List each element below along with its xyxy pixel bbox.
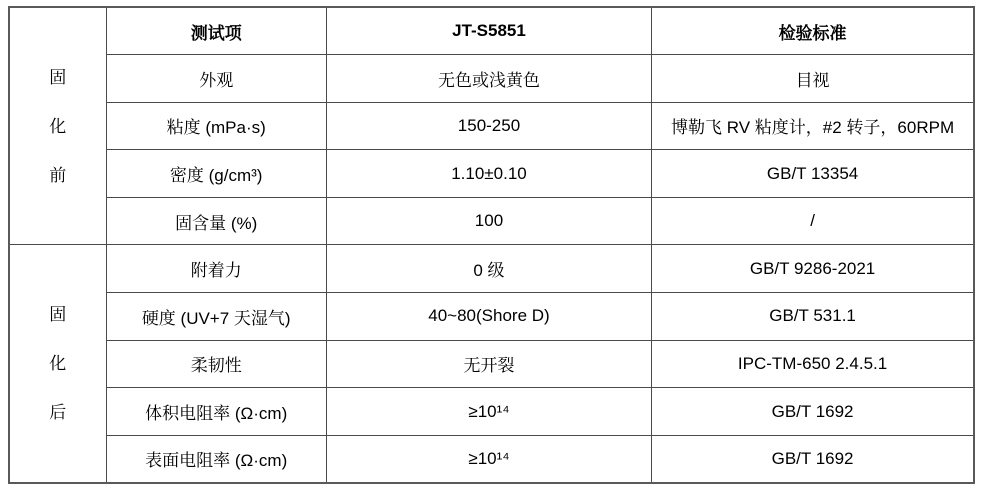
cell-value: 100: [326, 197, 651, 245]
table-row: [9, 340, 974, 388]
cell-test-item: 硬度 (UV+7 天湿气): [106, 293, 326, 341]
cell-standard: GB/T 1692: [652, 435, 974, 483]
cell-value: 无色或浅黄色: [326, 55, 651, 103]
row-group-after-cure: [9, 245, 106, 483]
column-header-product: JT-S5851: [326, 7, 651, 55]
group-label-before-cure: 固化前: [49, 67, 67, 185]
cell-test-item: 柔韧性: [106, 340, 326, 388]
cell-standard: IPC-TM-650 2.4.5.1: [652, 340, 974, 388]
cell-value: 0 级: [326, 245, 651, 293]
table-row: [9, 55, 974, 103]
cell-test-item: 附着力: [106, 245, 326, 293]
cell-value: 40~80(Shore D): [326, 293, 651, 341]
cell-standard: GB/T 1692: [652, 388, 974, 436]
group-label-after-cure: 固化后: [49, 305, 67, 423]
cell-standard: GB/T 531.1: [652, 293, 974, 341]
cell-standard: /: [652, 197, 974, 245]
cell-value: ≥10¹⁴: [326, 435, 651, 483]
header-row: [9, 7, 974, 55]
cell-standard: GB/T 9286-2021: [652, 245, 974, 293]
cell-test-item: 体积电阻率 (Ω·cm): [106, 388, 326, 436]
cell-test-item: 密度 (g/cm³): [106, 150, 326, 198]
table-row: [9, 102, 974, 150]
cell-value: 150-250: [326, 102, 651, 150]
table-row: [9, 293, 974, 341]
spec-table-container: [8, 6, 975, 484]
cell-test-item: 表面电阻率 (Ω·cm): [106, 435, 326, 483]
table-row: [9, 197, 974, 245]
cell-value: 无开裂: [326, 340, 651, 388]
table-row: [9, 388, 974, 436]
cell-standard: 目视: [652, 55, 974, 103]
spec-table: [8, 6, 975, 484]
column-header-test-item: 测试项: [106, 7, 326, 55]
column-header-standard: 检验标准: [652, 7, 974, 55]
cell-test-item: 外观: [106, 55, 326, 103]
cell-value: ≥10¹⁴: [326, 388, 651, 436]
row-group-before-cure: [9, 7, 106, 245]
cell-value: 1.10±0.10: [326, 150, 651, 198]
table-row: [9, 150, 974, 198]
cell-standard: GB/T 13354: [652, 150, 974, 198]
cell-test-item: 固含量 (%): [106, 197, 326, 245]
cell-standard: 博勒飞 RV 粘度计，#2 转子，60RPM: [652, 102, 974, 150]
table-row: [9, 435, 974, 483]
table-row: [9, 245, 974, 293]
cell-test-item: 粘度 (mPa·s): [106, 102, 326, 150]
